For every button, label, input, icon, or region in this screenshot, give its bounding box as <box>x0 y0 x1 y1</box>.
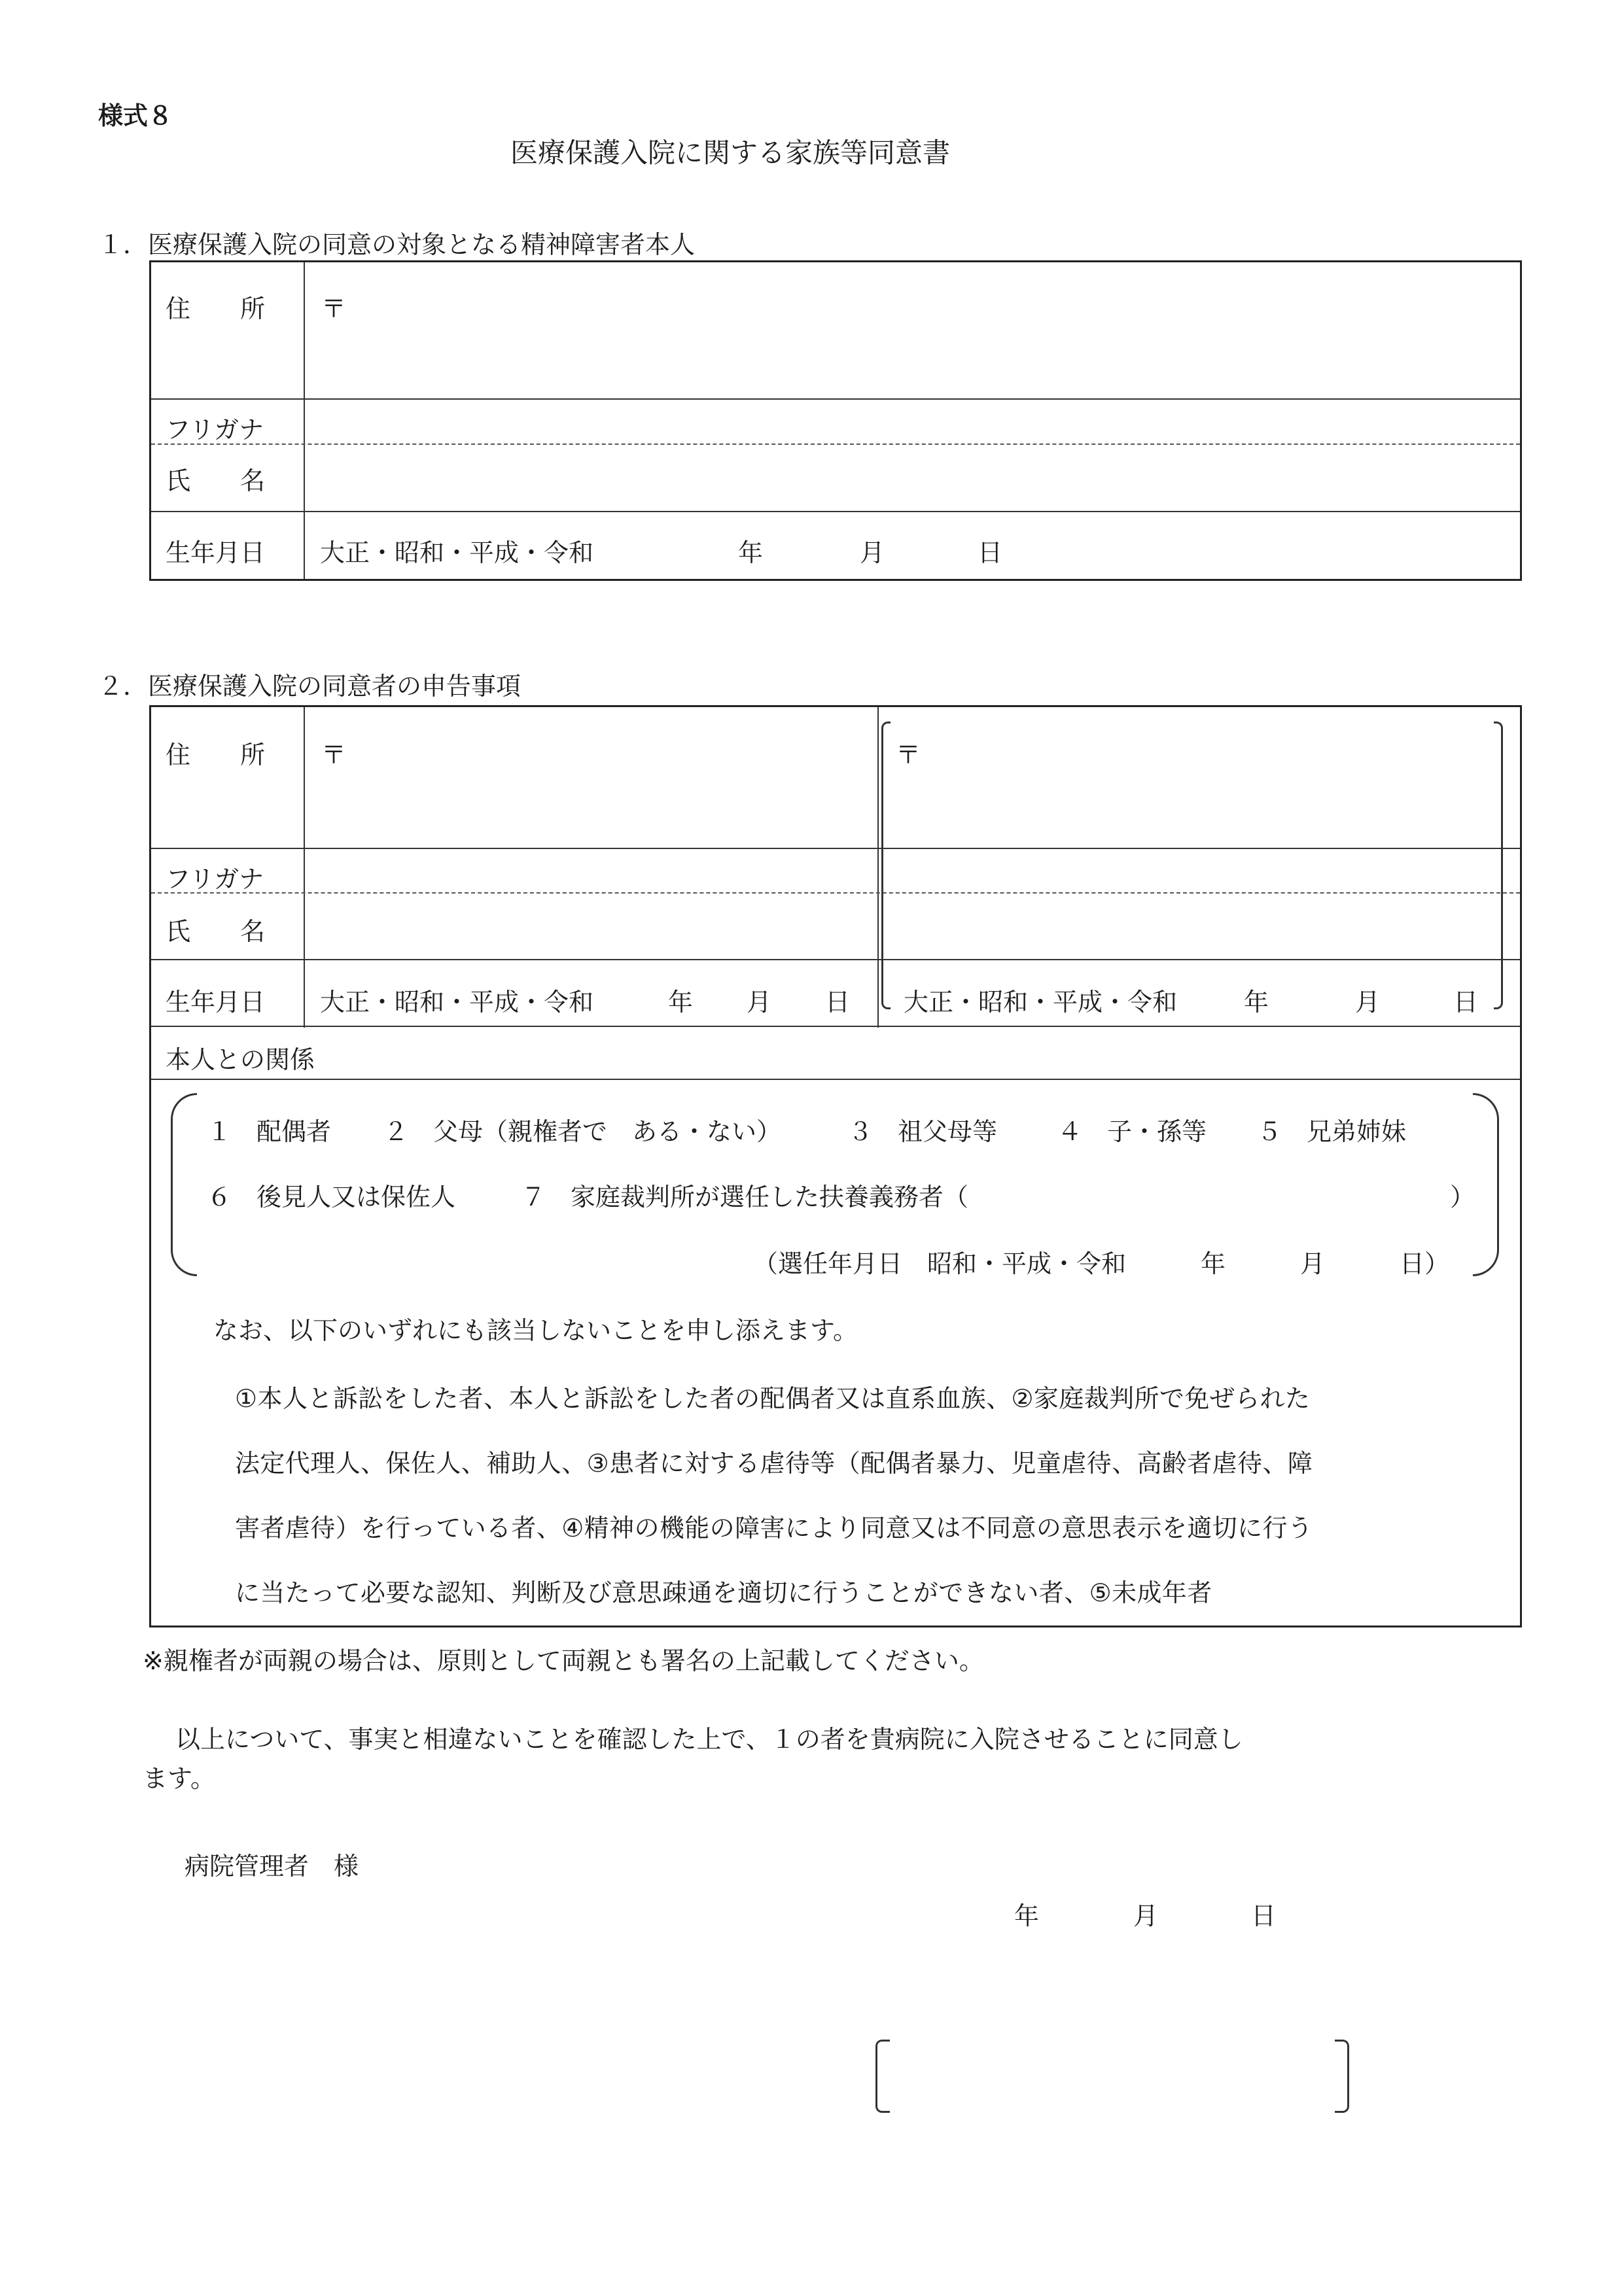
section2-heading: ２．医療保護入院の同意者の申告事項 <box>98 672 521 701</box>
s2-name-input-2[interactable] <box>884 897 1499 956</box>
s1-furigana-label: フリガナ <box>166 415 264 444</box>
s2-day-1: 日 <box>825 988 851 1017</box>
s2-address-input-1[interactable] <box>321 769 858 835</box>
s1-address-input[interactable] <box>321 321 1499 380</box>
addressee: 病院管理者 様 <box>185 1852 359 1881</box>
s2-address-label: 住 所 <box>166 740 266 769</box>
s1-postal-mark: 〒 <box>321 294 347 323</box>
relation-opt3[interactable]: ３ 祖父母等 <box>848 1117 998 1146</box>
s2-furigana-input-1[interactable] <box>308 851 871 889</box>
section2-table <box>149 705 1522 1627</box>
sign-day: 日 <box>1251 1902 1277 1930</box>
parental-note: ※親権者が両親の場合は、原則として両親とも署名の上記載してください。 <box>143 1646 984 1675</box>
s1-era-options[interactable]: 大正・昭和・平成・令和 <box>320 538 594 567</box>
s2-furigana-input-2[interactable] <box>884 851 1499 889</box>
declaration-line-1: ①本人と訴訟をした者、本人と訴訟をした者の配偶者又は直系血族、②家庭裁判所で免ぜられた <box>235 1384 1311 1413</box>
signature-bracket-right <box>1335 2040 1349 2113</box>
s1-year: 年 <box>738 538 764 567</box>
declaration-line-3: 害者虐待）を行っている者、④精神の機能の障害により同意又は不同意の意思表示を適切に行う <box>235 1514 1313 1542</box>
s1-birth-label: 生年月日 <box>166 538 266 567</box>
s1-month: 月 <box>860 538 885 567</box>
s2-year-2: 年 <box>1244 988 1269 1017</box>
relation-bracket-right <box>1473 1093 1499 1276</box>
s2-postal-mark-2: 〒 <box>896 740 921 769</box>
relation-guardian-input[interactable] <box>1054 1168 1421 1208</box>
sign-year: 年 <box>1014 1902 1040 1930</box>
declaration-line-2: 法定代理人、保佐人、補助人、③患者に対する虐待等（配偶者暴力、児童虐待、高齢者虐待、障 <box>235 1449 1313 1478</box>
sign-month: 月 <box>1133 1902 1159 1930</box>
consent-line-1: 以上について、事実と相違ないことを確認した上で、１の者を貴病院に入院させることに同意し <box>175 1725 1243 1754</box>
s2-era-options-2[interactable]: 大正・昭和・平成・令和 <box>904 988 1178 1017</box>
s2-address-input-2[interactable] <box>896 769 1485 835</box>
relation-bracket-left <box>171 1093 197 1276</box>
signature-field[interactable] <box>896 2044 1328 2110</box>
s2-name-input-1[interactable] <box>308 897 871 956</box>
s2-person2-bracket-left <box>881 722 891 1009</box>
relation-opt1[interactable]: １ 配偶者 <box>207 1117 332 1146</box>
declaration-line-4: に当たって必要な認知、判断及び意思疎通を適切に行うことができない者、⑤未成年者 <box>235 1578 1212 1607</box>
s2-name-label: 氏 名 <box>166 917 266 946</box>
document-title: 医療保護入院に関する家族等同意書 <box>510 137 951 169</box>
s2-relation-label: 本人との関係 <box>166 1045 315 1074</box>
consent-line-2: ます。 <box>143 1764 215 1793</box>
s1-address-label: 住 所 <box>166 294 266 323</box>
section1-table <box>149 260 1522 581</box>
s2-era-options-1[interactable]: 大正・昭和・平成・令和 <box>320 988 594 1017</box>
s1-furigana-input[interactable] <box>308 403 1512 441</box>
declaration-intro: なお、以下のいずれにも該当しないことを申し添えます。 <box>213 1316 858 1345</box>
relation-opt5[interactable]: ５ 兄弟姉妹 <box>1257 1117 1407 1146</box>
form-number: 様式８ <box>98 101 173 130</box>
relation-opt2[interactable]: ２ 父母（親権者で ある・ない） <box>383 1117 782 1146</box>
s2-month-1: 月 <box>747 988 772 1017</box>
relation-opt4[interactable]: ４ 子・孫等 <box>1057 1117 1207 1146</box>
relation-opt7[interactable]: ７ 家庭裁判所が選任した扶養義務者（ <box>521 1183 969 1211</box>
s2-year-1: 年 <box>668 988 694 1017</box>
s2-furigana-label: フリガナ <box>166 865 264 894</box>
s1-name-input[interactable] <box>308 448 1512 508</box>
relation-opt7-close: ） <box>1450 1183 1475 1211</box>
appointment-date[interactable]: （選任年月日 昭和・平成・令和 年 月 日） <box>753 1249 1450 1278</box>
s2-birth-label: 生年月日 <box>166 988 266 1017</box>
s2-day-2: 日 <box>1453 988 1479 1017</box>
signature-bracket-left <box>875 2040 890 2113</box>
s1-name-label: 氏 名 <box>166 466 266 495</box>
s2-person2-bracket-right <box>1494 722 1503 1009</box>
s2-month-2: 月 <box>1355 988 1381 1017</box>
s2-postal-mark-1: 〒 <box>321 740 347 769</box>
relation-opt6[interactable]: ６ 後見人又は保佐人 <box>207 1183 456 1211</box>
section1-heading: １．医療保護入院の同意の対象となる精神障害者本人 <box>98 230 696 259</box>
s1-day: 日 <box>978 538 1003 567</box>
